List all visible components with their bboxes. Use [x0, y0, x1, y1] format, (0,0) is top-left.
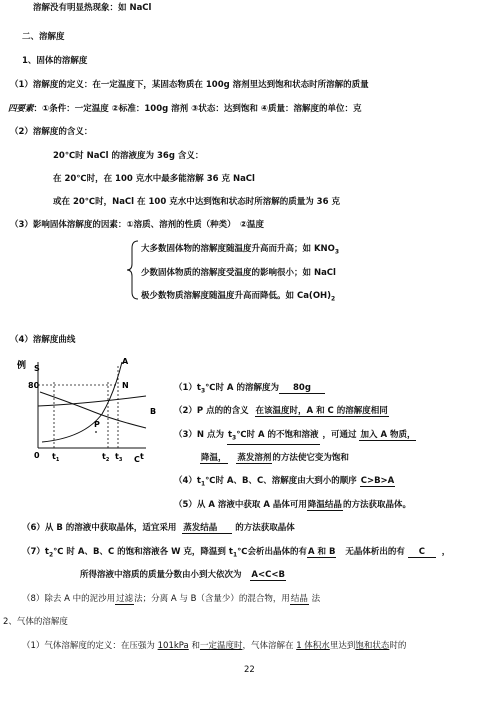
y-tick-80: 80: [28, 381, 40, 390]
x-axis-unit: C: [134, 455, 140, 464]
y-axis-label: S: [34, 364, 40, 373]
question-7: $(7)t_2℃$ 时 A、B、C 的饱和溶液各 W 克，降温到 $t_1℃$会析出晶体的有A 和 B 无晶体析出的有 C ，: [22, 547, 451, 559]
line-meaning-2: 或在 20℃时，NaCl 在 100 克水中达到饱和状态时所溶解的质量为 36 克: [53, 197, 340, 207]
four-elements-text: ：①条件：一定温度 ②标准：100g 溶剂 ③状态：达到饱和 ④质量：溶解度的单位：克: [33, 104, 362, 114]
question-3-continued: 降温， 蒸发溶剂的方法使它变为饱和: [201, 453, 349, 463]
answer-8a: 过滤: [116, 594, 134, 604]
answer-8b: 结晶: [290, 594, 308, 604]
factor-line-2: 少数固体物质的溶解度受温度的影响很小；如 NaCl: [141, 268, 336, 278]
answer-7c: A<C<B: [251, 570, 285, 580]
question-4: $(4)t_1℃$时 A、B、C、溶解度由大到小的顺序 C>B>A: [174, 476, 395, 488]
subsection-heading-gas-solubility: 2、气体的溶解度: [3, 617, 68, 627]
answer-7a: A 和 B: [307, 547, 336, 557]
point-p-marker: [95, 431, 97, 433]
x-tick-t2: $t_2$: [102, 452, 110, 463]
curve-c: [40, 392, 146, 428]
section-heading-solubility: 二、溶解度: [22, 32, 65, 42]
curve-a-label: A: [122, 357, 129, 366]
line-definition: （1）溶解度的定义：在一定温度下，某固态物质在 100g 溶剂里达到饱和状态时所溶解的质量: [10, 80, 369, 90]
answer-3c: 降温，: [201, 453, 227, 463]
question-6: （6）从 B 的溶液中获取晶体，适宜采用 蒸发结晶 的方法获取晶体: [22, 523, 295, 533]
four-elements-label: 四要素: [8, 104, 34, 114]
page-number: 22: [244, 665, 255, 675]
point-p-label: P: [94, 420, 100, 429]
answer-5: 降温结晶: [307, 500, 342, 510]
answer-4: C>B>A: [360, 476, 395, 486]
question-5: （5）从 A 溶液中获取 A 晶体可用降温结晶的方法获取晶体。: [174, 500, 411, 510]
subsection-heading-solid-solubility: 1、固体的溶解度: [22, 56, 88, 66]
brace-bracket: [126, 240, 140, 300]
x-axis-label: t: [140, 452, 144, 461]
line-solubility-curve: （4）溶解度曲线: [10, 335, 76, 345]
answer-3d: 蒸发溶剂: [237, 453, 272, 463]
question-2: （2）P 点的的含义 在该温度时，A 和 C 的溶解度相同: [174, 406, 388, 416]
line-meaning-example: 20℃时 NaCl 的溶液度为 36g 含义：: [53, 151, 204, 161]
line-gas-definition: （1）气体溶解度的定义：在压强为 101kPa 和一定温度时，气体溶解在 1 体积水里达到饱和状态时的: [22, 641, 407, 651]
answer-2: 在该温度时，A 和 C 的溶解度相同: [255, 406, 388, 416]
example-label: 例: [17, 361, 27, 371]
x-tick-t1: $t_1$: [52, 452, 60, 463]
line-factors: （3）影响固体溶解度的因素：①溶质、溶剂的性质（种类） ②温度: [10, 220, 265, 230]
factor-line-1: 大多数固体物的溶解度随温度升高而升高；如 $KNO_3$: [141, 244, 340, 256]
answer-6: 蒸发结晶: [182, 523, 232, 534]
origin-label: 0: [34, 451, 40, 460]
factor-line-3: 极少数物质溶解度随温度升高而降低。如 $Ca(OH)_2$: [141, 291, 336, 303]
line-meaning-1: 在 20℃时，在 100 克水中最多能溶解 36 克 NaCl: [53, 174, 255, 184]
question-1: $(1)t_3℃$时 A 的溶解度为 80g: [174, 383, 325, 397]
line-nacl: 溶解没有明显热现象：如 NaCl: [33, 3, 152, 13]
answer-1: 80g: [279, 383, 325, 394]
answer-3a: $t_3℃$时 A 的不饱和溶液: [227, 430, 320, 445]
line-four-elements: [8, 104, 361, 115]
answer-7b: C: [408, 547, 436, 558]
question-7-continued: 所得溶液中溶质的质量分数由小到大依次为 A<C<B: [80, 570, 285, 580]
solubility-curve-graph: [14, 352, 164, 464]
curve-b-label: B: [150, 407, 157, 416]
question-8: （8）除去 A 中的泥沙用过滤法；分离 A 与 B（含量少）的混合物，用结晶 法: [22, 594, 321, 604]
question-3: （3）N 点为 $t_3℃$时 A 的不饱和溶液 ，可通过 加入 A 物质，: [174, 430, 416, 445]
line-meaning-heading: （2）溶解度的含义：: [10, 127, 93, 137]
point-n-label: N: [122, 381, 129, 390]
x-tick-t3: $t_3$: [115, 452, 123, 463]
answer-3b: 加入 A 物质，: [360, 430, 416, 440]
